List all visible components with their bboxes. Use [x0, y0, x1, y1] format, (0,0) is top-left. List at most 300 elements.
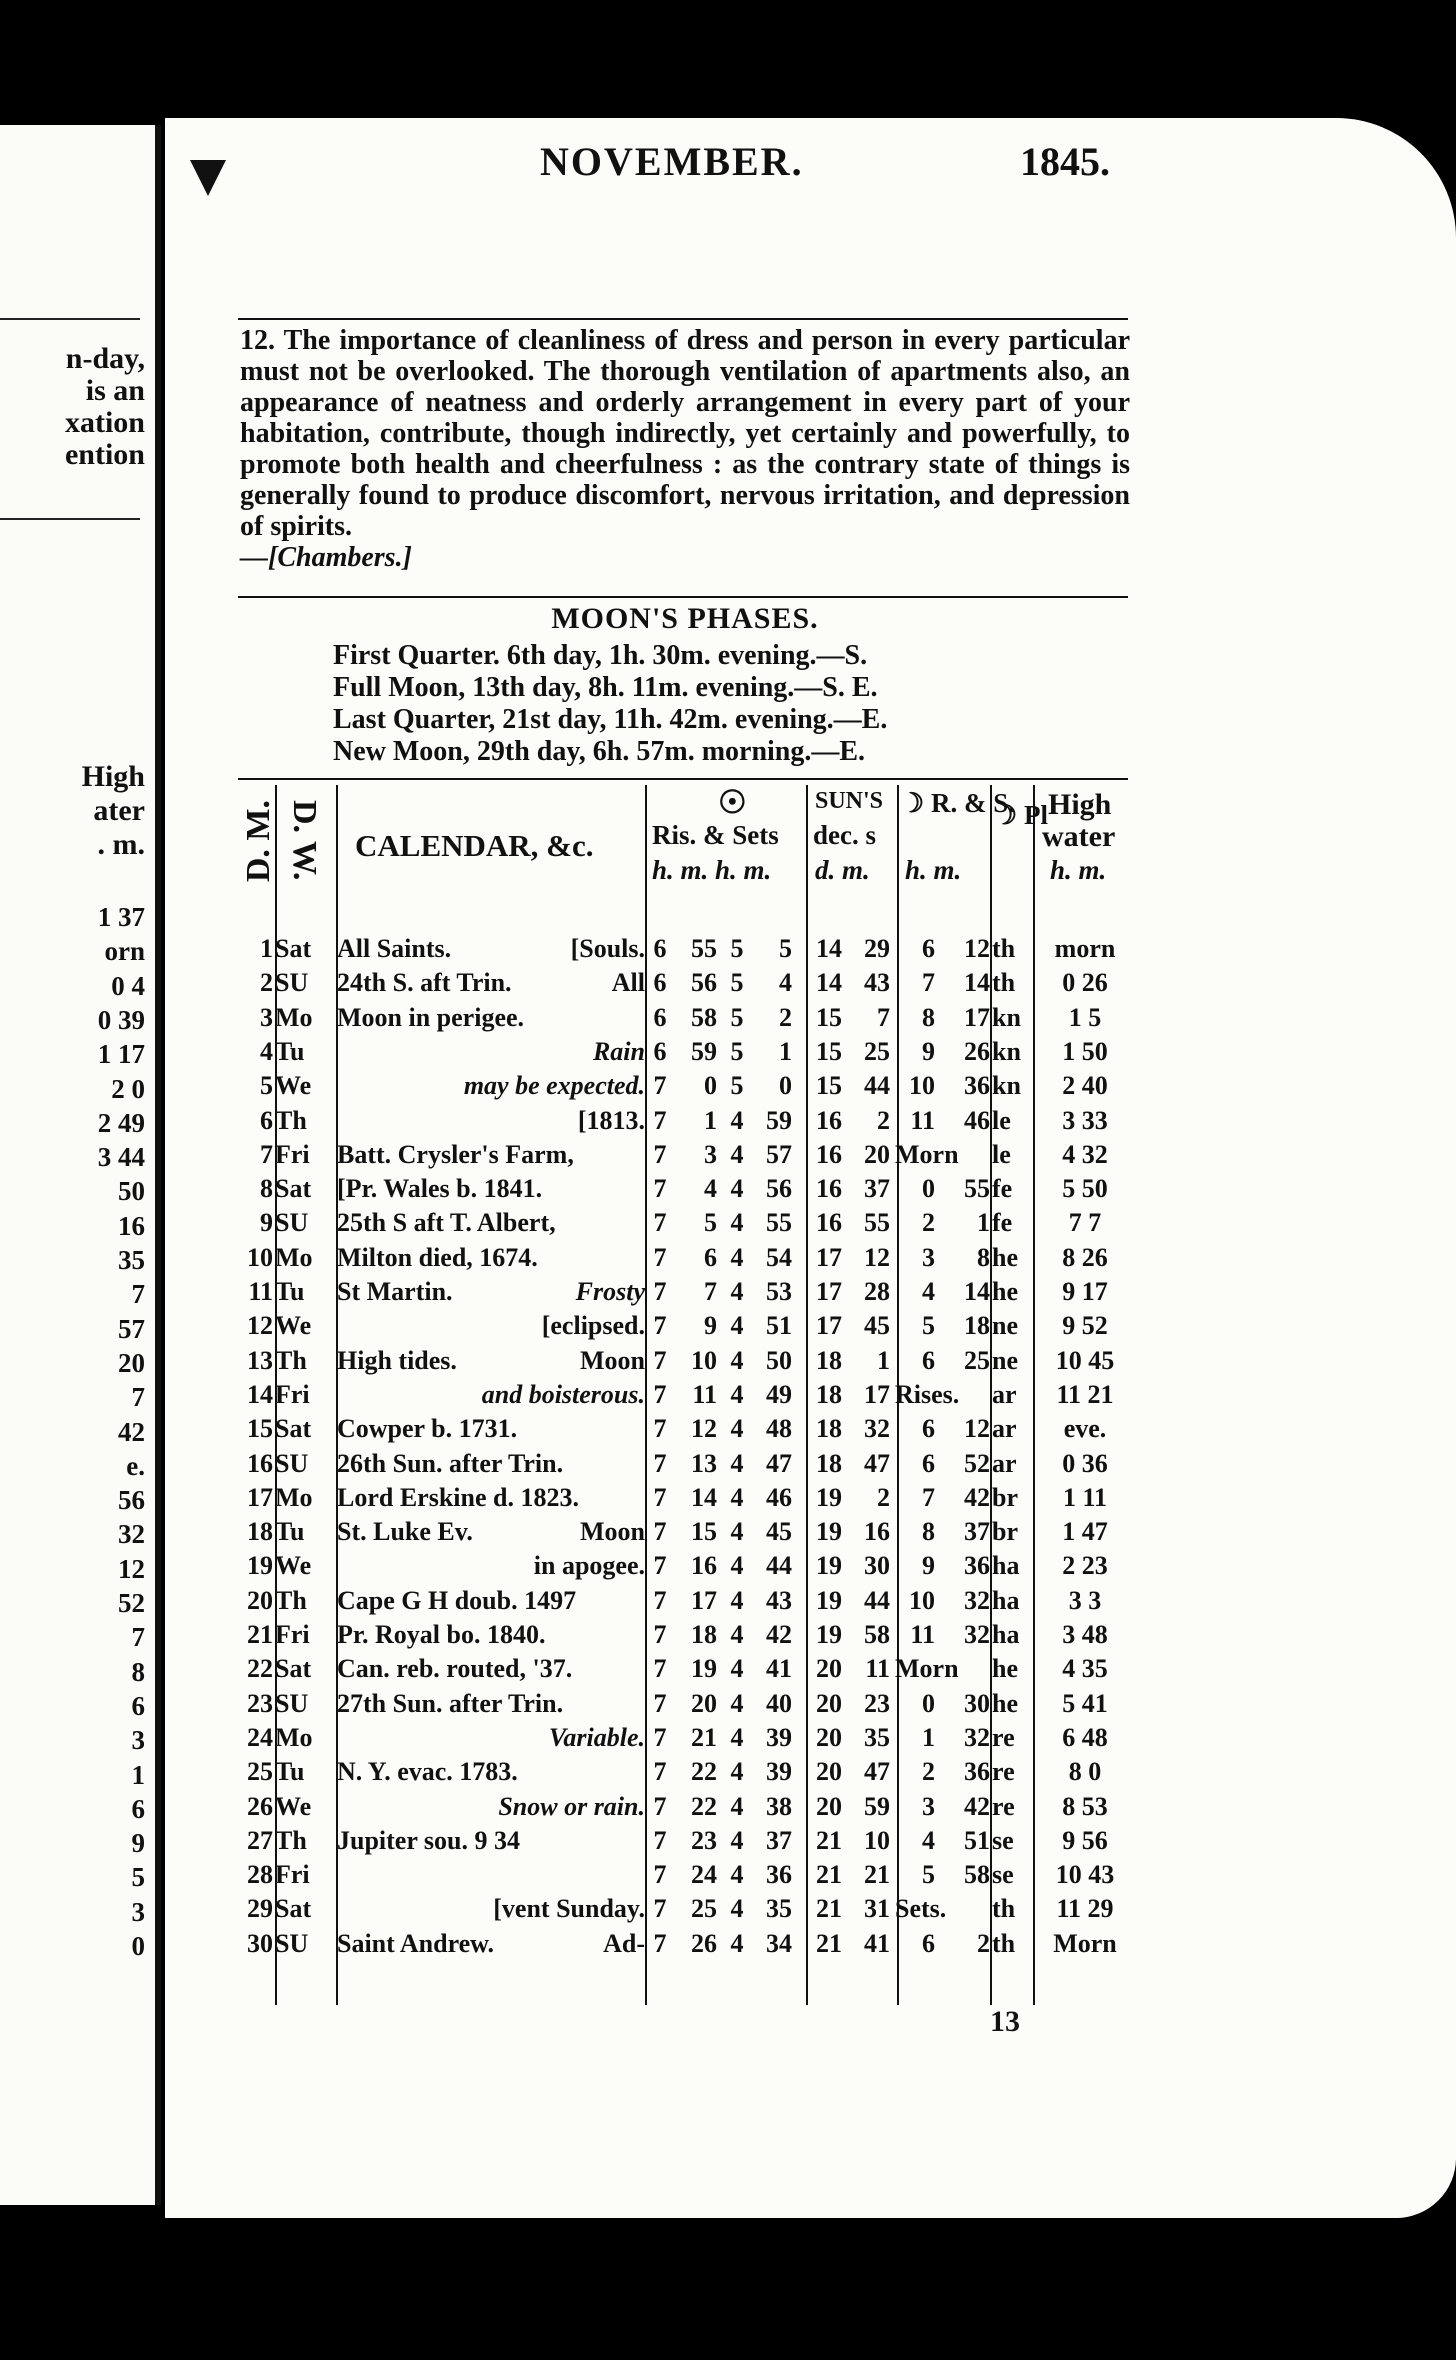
calendar-event: Pr. Royal bo. 1840.: [337, 1620, 546, 1649]
header-day-of-month: D. M.: [240, 800, 277, 883]
cell-sm: 39: [766, 1757, 792, 1787]
cell-dm: 1: [260, 934, 273, 963]
calendar-note: Rain: [592, 1036, 645, 1066]
cell-sm: 38: [766, 1791, 792, 1821]
left-fragment-header: . m.: [97, 828, 145, 861]
cell-dw: Tu: [275, 1277, 305, 1306]
left-fragment-value: 1: [131, 1759, 145, 1790]
cell-sh: 4: [730, 1482, 744, 1512]
cell-mh: 3: [922, 1791, 935, 1821]
header-declination: dec. s: [813, 820, 876, 850]
cell-hw: Morn: [1053, 1928, 1117, 1958]
cell-dmin: 2: [877, 1482, 890, 1512]
cell-rm: 16: [691, 1551, 717, 1581]
table-row: [240, 934, 1130, 968]
cell-pl: he: [992, 1654, 1018, 1684]
cell-dd: 18: [816, 1448, 842, 1478]
cell-dw: Tu: [275, 1036, 305, 1066]
cell-dm: 15: [247, 1414, 273, 1444]
cell-dmin: 37: [864, 1174, 890, 1204]
cell-dd: 16: [816, 1208, 842, 1238]
cell-hw: 3 3: [1068, 1585, 1102, 1615]
cell-rh: 7: [653, 1517, 667, 1547]
cell-dw: SU: [275, 968, 309, 998]
left-fragment-value: 7: [131, 1622, 145, 1653]
cell-dm: 14: [247, 1379, 273, 1409]
left-fragment-line: xation: [64, 406, 145, 439]
cell-pl: th: [992, 934, 1016, 963]
cell-mh: 10: [909, 1071, 935, 1101]
cell-mh: 8: [922, 1002, 935, 1032]
cell-mh: 6: [922, 1928, 935, 1958]
cell-mm: 8: [977, 1242, 990, 1272]
cell-dw: We: [275, 1071, 312, 1101]
cell-hw: 10 45: [1055, 1345, 1115, 1375]
cell-mh: 11: [910, 1620, 935, 1649]
cell-dd: 19: [816, 1517, 842, 1547]
cell-rh: 6: [653, 1036, 667, 1066]
cell-rh: 7: [653, 1139, 667, 1169]
cell-hw: 1 5: [1068, 1002, 1102, 1032]
left-fragment-value: 42: [118, 1416, 145, 1447]
cell-mm: 17: [964, 1002, 990, 1032]
advice-source: —[Chambers.]: [240, 542, 412, 573]
cell-mm: 1: [977, 1208, 990, 1238]
cell-hw: 5 50: [1062, 1174, 1108, 1204]
table-row: [240, 1517, 1130, 1551]
cell-dmin: 30: [864, 1551, 890, 1581]
cell-dd: 15: [816, 1036, 842, 1066]
cell-hw: 7 7: [1068, 1208, 1102, 1238]
cell-dmin: 21: [864, 1860, 890, 1890]
cell-sm: 1: [779, 1036, 792, 1066]
cell-sh: 4: [730, 1860, 744, 1890]
left-fragment-value: 12: [118, 1553, 145, 1584]
calendar-note: All: [611, 968, 645, 998]
cell-mm: 36: [964, 1551, 990, 1581]
cell-dm: 20: [247, 1585, 273, 1615]
cell-hw: 11 29: [1056, 1894, 1114, 1924]
cell-dw: Mo: [275, 1722, 313, 1752]
cell-pl: kn: [992, 1036, 1021, 1066]
cell-rm: 20: [691, 1688, 717, 1718]
calendar-event: St Martin.: [337, 1277, 453, 1306]
left-fragment-value: 0: [131, 1931, 145, 1961]
cell-rh: 7: [653, 1791, 667, 1821]
cell-pl: se: [992, 1825, 1014, 1855]
cell-mh: 7: [922, 1482, 935, 1512]
cell-mm: 37: [964, 1517, 990, 1547]
cell-rm: 7: [704, 1277, 717, 1306]
cell-dmin: 16: [864, 1517, 890, 1547]
cell-pl: kn: [992, 1071, 1021, 1101]
cell-rm: 0: [704, 1071, 717, 1101]
cell-dm: 2: [260, 968, 273, 998]
cell-sh: 4: [730, 1105, 744, 1135]
cell-mm: 51: [964, 1825, 990, 1855]
cell-sm: 43: [766, 1585, 792, 1615]
cell-dw: Sat: [275, 1654, 312, 1684]
left-fragment-value: 0 4: [111, 970, 145, 1001]
table-row: [240, 1551, 1130, 1585]
cell-hw: 8 26: [1062, 1242, 1108, 1272]
cell-dw: We: [275, 1311, 312, 1341]
cell-dw: Sat: [275, 1414, 312, 1444]
cell-sm: 35: [766, 1894, 792, 1924]
cell-pl: th: [992, 968, 1016, 998]
cell-mh: 9: [922, 1036, 935, 1066]
cell-mm: 18: [964, 1311, 990, 1341]
left-fragment-line: is an: [85, 374, 145, 407]
cell-sh: 4: [730, 1242, 744, 1272]
table-row: [240, 1586, 1130, 1620]
cell-mm: 25: [964, 1345, 990, 1375]
cell-rm: 22: [691, 1757, 717, 1787]
cell-rh: 7: [653, 1414, 667, 1444]
cell-pl: he: [992, 1688, 1018, 1718]
cell-rm: 18: [691, 1620, 717, 1649]
cell-rh: 7: [653, 1722, 667, 1752]
cell-mm: 2: [977, 1928, 990, 1958]
cell-dm: 27: [247, 1825, 273, 1855]
left-fragment-rule: [0, 518, 140, 520]
cell-rh: 7: [653, 1894, 667, 1924]
cell-sh: 4: [730, 1551, 744, 1581]
table-row: [240, 1106, 1130, 1140]
moon-phase-new-moon: New Moon, 29th day, 6h. 57m. morning.—E.: [333, 736, 866, 767]
cell-dd: 19: [816, 1585, 842, 1615]
cell-hw: 3 33: [1062, 1105, 1108, 1135]
cell-mh: 2: [922, 1208, 935, 1238]
left-fragment-value: 1 37: [97, 902, 145, 932]
cell-sm: 46: [766, 1482, 792, 1512]
moon-phase-first-quarter: First Quarter. 6th day, 1h. 30m. evening.—S.: [333, 640, 868, 671]
cell-dmin: 47: [864, 1448, 890, 1478]
cell-dm: 7: [260, 1139, 273, 1169]
moon-phases-title: MOON'S PHASES.: [551, 602, 819, 635]
cell-sm: 5: [779, 934, 792, 963]
cell-mh: 8: [922, 1517, 935, 1547]
cell-dd: 18: [816, 1414, 842, 1444]
calendar-event: Moon in perigee.: [337, 1002, 525, 1032]
cell-sm: 0: [779, 1071, 792, 1101]
left-fragment-value: 2 0: [111, 1073, 145, 1104]
cell-mm: 42: [964, 1791, 990, 1821]
cell-rm: 10: [691, 1345, 717, 1375]
cell-dw: Th: [275, 1585, 307, 1615]
table-row: [240, 1654, 1130, 1688]
cell-pl: br: [992, 1517, 1018, 1547]
cell-rm: 55: [691, 934, 717, 963]
calendar-note: Ad-: [603, 1928, 645, 1958]
cell-mh: 11: [910, 1105, 935, 1135]
cell-dmin: 55: [864, 1208, 890, 1238]
left-fragment-value: 7: [131, 1382, 145, 1413]
table-row: [240, 1208, 1130, 1242]
cell-mh: Rises.: [895, 1379, 960, 1409]
advice-text: 12. The importance of cleanliness of dress and person in every particular must not be overlooked. The thorough ventilation of apartments also, an appearance of neatness and orderly arrangement in every part of your habitation, contribute, though indirectly, yet certainly and powerfully, to promote both health and cheerfulness : as the contrary state of things is generally found to produce discomfort, nervous irritation, and depression of spirits.: [240, 325, 1130, 542]
cell-dm: 12: [247, 1311, 273, 1341]
cell-rh: 7: [653, 1757, 667, 1787]
cell-sm: 40: [766, 1688, 792, 1718]
cell-hw: morn: [1054, 934, 1116, 963]
cell-mm: 32: [964, 1585, 990, 1615]
cell-hw: 2 40: [1062, 1071, 1108, 1101]
cell-dm: 19: [247, 1551, 273, 1581]
cell-hw: 8 0: [1068, 1757, 1102, 1787]
cell-rm: 25: [691, 1894, 717, 1924]
cell-hw: 11 21: [1056, 1379, 1114, 1409]
calendar-note: Moon: [580, 1517, 645, 1547]
cell-hw: 3 48: [1062, 1620, 1108, 1649]
header-high-water-units: h. m.: [1050, 855, 1107, 885]
cell-mm: 46: [964, 1105, 990, 1135]
left-fragment-value: 56: [118, 1485, 145, 1516]
calendar-note: [1813.: [577, 1105, 645, 1135]
moon-phase-full-moon: Full Moon, 13th day, 8h. 11m. evening.—S. E.: [333, 672, 878, 703]
calendar-note: [vent Sunday.: [493, 1894, 645, 1924]
advice-paragraph: [240, 325, 1130, 573]
table-row: [240, 1689, 1130, 1723]
cell-dm: 5: [260, 1071, 273, 1101]
cell-dw: SU: [275, 1208, 309, 1238]
left-fragment-value: 52: [118, 1588, 145, 1618]
cell-hw: 8 53: [1062, 1791, 1108, 1821]
cell-rm: 19: [691, 1654, 717, 1684]
cell-dd: 17: [816, 1311, 842, 1341]
cell-pl: fe: [992, 1208, 1013, 1238]
cell-dw: Fri: [275, 1139, 310, 1169]
table-row: [240, 1449, 1130, 1483]
cell-hw: 0 26: [1062, 968, 1108, 998]
cell-dmin: 35: [864, 1722, 890, 1752]
cell-rh: 7: [653, 1311, 667, 1341]
cell-rm: 5: [704, 1208, 717, 1238]
cell-dmin: 25: [864, 1036, 890, 1066]
cell-sm: 53: [766, 1277, 792, 1306]
left-fragment-value: 3: [131, 1896, 145, 1927]
cell-hw: 1 47: [1062, 1517, 1108, 1547]
cell-mm: 42: [964, 1482, 990, 1512]
cell-mh: 2: [922, 1757, 935, 1787]
cell-sm: 56: [766, 1174, 792, 1204]
cell-sh: 4: [730, 1277, 744, 1306]
cell-rh: 6: [653, 968, 667, 998]
calendar-event: N. Y. evac. 1783.: [337, 1757, 518, 1787]
cell-dw: Th: [275, 1825, 307, 1855]
cell-mh: Sets.: [895, 1894, 947, 1924]
calendar-event: Cowper b. 1731.: [337, 1414, 518, 1444]
cell-rh: 7: [653, 1585, 667, 1615]
calendar-event: Jupiter sou. 9 34: [337, 1825, 520, 1855]
header-moon-place: ☽ Pl: [993, 800, 1048, 830]
cell-rm: 15: [691, 1517, 717, 1547]
cell-dmin: 12: [864, 1242, 890, 1272]
left-fragment-value: orn: [104, 936, 145, 967]
cell-sh: 4: [730, 1722, 744, 1752]
cell-dd: 18: [816, 1345, 842, 1375]
cell-sh: 4: [730, 1139, 744, 1169]
cell-dm: 29: [247, 1894, 273, 1924]
cell-pl: re: [992, 1791, 1015, 1821]
cell-mh: 6: [922, 1345, 935, 1375]
table-row: [240, 1929, 1130, 1963]
cell-rh: 7: [653, 1208, 667, 1238]
cell-sh: 4: [730, 1654, 744, 1684]
cell-dw: Th: [275, 1105, 307, 1135]
left-fragment-value: 50: [118, 1176, 145, 1207]
cell-rh: 7: [653, 1105, 667, 1135]
header-calendar: CALENDAR, &c.: [355, 828, 594, 863]
cell-dw: Fri: [275, 1379, 310, 1409]
header-rule: [238, 318, 1128, 320]
calendar-event: 26th Sun. after Trin.: [337, 1448, 564, 1478]
cell-dm: 13: [247, 1345, 273, 1375]
cell-rh: 7: [653, 1551, 667, 1581]
calendar-note: and boisterous.: [481, 1379, 645, 1409]
cell-rh: 7: [653, 1277, 667, 1306]
cell-dw: Fri: [275, 1620, 310, 1649]
calendar-note: Frosty: [575, 1277, 645, 1306]
cell-dmin: 45: [864, 1311, 890, 1341]
cell-dd: 16: [816, 1174, 842, 1204]
cell-hw: 4 35: [1062, 1654, 1108, 1684]
cell-mh: Morn: [895, 1139, 959, 1169]
calendar-event: All Saints.: [337, 934, 452, 963]
cell-dm: 10: [247, 1242, 273, 1272]
cell-dm: 24: [247, 1722, 273, 1752]
cell-mh: 5: [922, 1860, 935, 1890]
cell-rm: 14: [691, 1482, 717, 1512]
cell-dmin: 47: [864, 1757, 890, 1787]
cell-dmin: 20: [864, 1139, 890, 1169]
cell-mh: 6: [922, 934, 935, 963]
cell-rh: 6: [653, 934, 667, 963]
cell-dmin: 43: [864, 968, 890, 998]
cell-dm: 17: [247, 1482, 273, 1512]
cell-mh: 6: [922, 1414, 935, 1444]
table-row: [240, 1860, 1130, 1894]
cell-sh: 4: [730, 1585, 744, 1615]
header-day-of-week: D. W.: [286, 800, 323, 881]
table-row: [240, 1826, 1130, 1860]
cell-dmin: 2: [877, 1105, 890, 1135]
cell-dmin: 59: [864, 1791, 890, 1821]
cell-rm: 24: [691, 1860, 717, 1890]
cell-dd: 16: [816, 1139, 842, 1169]
left-fragment-header: ater: [93, 794, 145, 827]
table-row: [240, 1380, 1130, 1414]
cell-dd: 21: [816, 1860, 842, 1890]
table-row: [240, 1723, 1130, 1757]
cell-dw: SU: [275, 1688, 309, 1718]
calendar-note: [Souls.: [570, 934, 645, 963]
cell-sh: 5: [730, 1071, 744, 1101]
cell-sm: 48: [766, 1414, 792, 1444]
table-row: [240, 1346, 1130, 1380]
cell-rh: 7: [653, 1345, 667, 1375]
cell-pl: ha: [992, 1551, 1020, 1581]
cell-hw: 9 52: [1062, 1311, 1108, 1341]
cell-rm: 56: [691, 968, 717, 998]
calendar-event: Lord Erskine d. 1823.: [337, 1482, 579, 1512]
table-row: [240, 1277, 1130, 1311]
cell-pl: he: [992, 1242, 1018, 1272]
calendar-event: St. Luke Ev.: [337, 1517, 473, 1547]
cell-sm: 54: [766, 1242, 792, 1272]
left-fragment-value: 3 44: [97, 1142, 145, 1173]
cell-rm: 4: [704, 1174, 717, 1204]
cell-sm: 44: [766, 1551, 792, 1581]
calendar-event: Saint Andrew.: [337, 1928, 495, 1958]
cell-mh: 0: [922, 1688, 935, 1718]
cell-sm: 45: [766, 1517, 792, 1547]
table-top-rule: [238, 778, 1128, 780]
cell-sm: 39: [766, 1722, 792, 1752]
cell-dm: 9: [260, 1208, 273, 1238]
left-fragment-value: 35: [118, 1245, 145, 1275]
cell-mm: 36: [964, 1071, 990, 1101]
cell-dw: SU: [275, 1928, 309, 1958]
cell-pl: he: [992, 1277, 1018, 1306]
cell-dmin: 44: [864, 1585, 890, 1615]
cell-sh: 5: [730, 1036, 744, 1066]
calendar-note: Moon: [580, 1345, 645, 1375]
cell-sh: 4: [730, 1928, 744, 1958]
cell-dm: 6: [260, 1105, 273, 1135]
cell-rm: 12: [691, 1414, 717, 1444]
left-fragment-value: 16: [118, 1210, 145, 1241]
cell-sh: 4: [730, 1894, 744, 1924]
header-high: High: [1048, 788, 1112, 821]
header-declination-units: d. m.: [815, 855, 870, 885]
cell-rh: 7: [653, 1448, 667, 1478]
cell-mh: Morn: [895, 1654, 959, 1684]
cell-mh: 9: [922, 1551, 935, 1581]
calendar-note: in apogee.: [533, 1551, 645, 1581]
cell-dd: 17: [816, 1277, 842, 1306]
cell-dw: Sat: [275, 934, 312, 963]
cell-sm: 49: [766, 1379, 792, 1409]
cell-dmin: 23: [864, 1688, 890, 1718]
cell-dw: Mo: [275, 1002, 313, 1032]
left-fragment-value: 6: [131, 1793, 145, 1824]
table-row: [240, 1620, 1130, 1654]
cell-rm: 26: [691, 1928, 717, 1958]
cell-dm: 28: [247, 1860, 273, 1890]
cell-mm: 14: [964, 968, 990, 998]
table-row: [240, 1483, 1130, 1517]
left-fragment-value: 2 49: [97, 1107, 145, 1138]
left-fragment-line: ention: [64, 438, 145, 471]
cell-rh: 7: [653, 1071, 667, 1101]
cell-pl: th: [992, 1894, 1016, 1924]
cell-dm: 23: [247, 1688, 273, 1718]
cell-hw: 6 48: [1062, 1722, 1108, 1752]
table-row: [240, 1311, 1130, 1345]
cell-sm: 37: [766, 1825, 792, 1855]
cell-dmin: 31: [864, 1894, 890, 1924]
cell-sm: 50: [766, 1345, 792, 1375]
cell-mh: 7: [922, 968, 935, 998]
cell-dmin: 28: [864, 1277, 890, 1306]
cell-pl: ha: [992, 1620, 1020, 1649]
cell-dw: Mo: [275, 1482, 313, 1512]
calendar-event: 27th Sun. after Trin.: [337, 1688, 564, 1718]
cell-dmin: 29: [864, 934, 890, 963]
cell-sh: 4: [730, 1688, 744, 1718]
cell-rm: 1: [704, 1105, 717, 1135]
